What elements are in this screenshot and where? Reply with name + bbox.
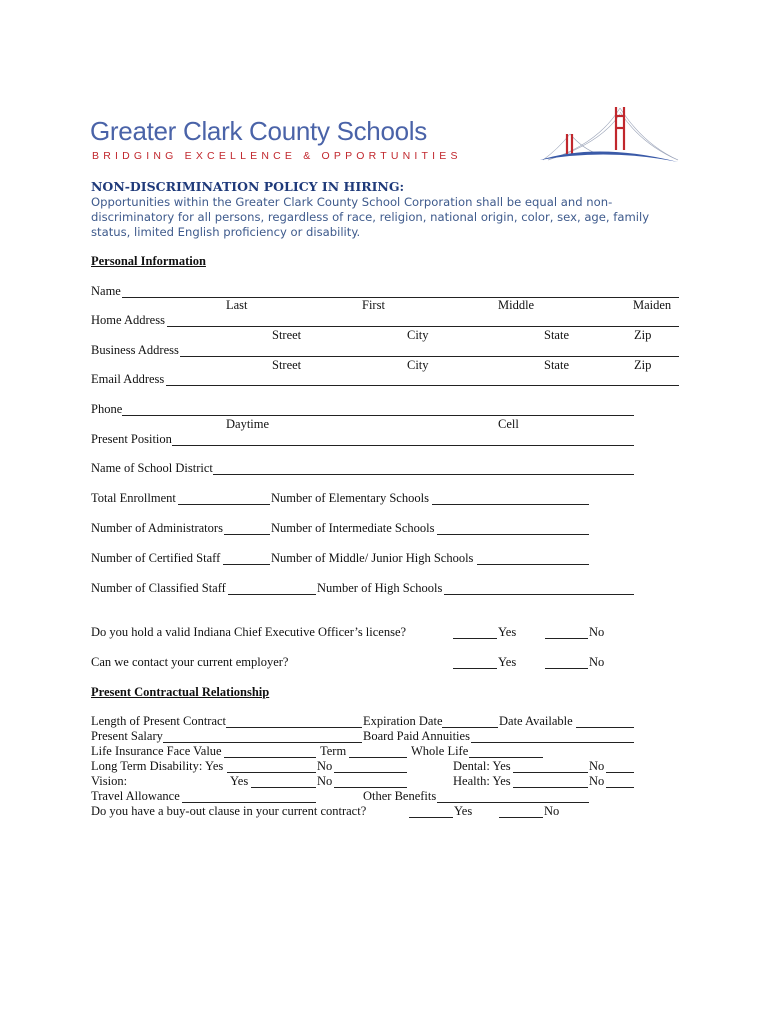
date-available-field[interactable] [576, 727, 634, 728]
classified-field[interactable] [228, 594, 316, 595]
ltd-no-label: No [317, 759, 333, 773]
life-insurance-field[interactable] [224, 757, 316, 758]
elementary-label: Number of Elementary Schools [271, 491, 429, 505]
contact-no-field[interactable] [545, 668, 588, 669]
dental-no-field[interactable] [606, 772, 634, 773]
life-insurance-label: Life Insurance Face Value [91, 744, 222, 758]
annuities-field[interactable] [471, 742, 634, 743]
sub-zip: Zip [634, 358, 652, 372]
district-field[interactable] [213, 474, 634, 475]
classified-label: Number of Classified Staff [91, 581, 226, 595]
date-available-label: Date Available [499, 714, 573, 728]
dental-yes-field[interactable] [513, 772, 588, 773]
sub-city: City [407, 358, 429, 372]
vision-no-field[interactable] [334, 787, 407, 788]
other-benefits-field[interactable] [437, 802, 589, 803]
license-question: Do you hold a valid Indiana Chief Executive Officer’s license? [91, 625, 407, 639]
district-label: Name of School District [91, 461, 213, 475]
sub-last: Last [226, 298, 248, 312]
business-address-field[interactable] [180, 356, 679, 357]
phone-field[interactable] [122, 415, 634, 416]
annuities-label: Board Paid Annuities [363, 729, 470, 743]
buyout-yes-label: Yes [454, 804, 473, 818]
intermediate-label: Number of Intermediate Schools [271, 521, 435, 535]
travel-label: Travel Allowance [91, 789, 180, 803]
ltd-no-field[interactable] [334, 772, 407, 773]
dental-label: Dental: Yes [453, 759, 511, 773]
middle-label: Number of Middle/ Junior High Schools [271, 551, 474, 565]
health-yes-field[interactable] [513, 787, 588, 788]
contract-length-label: Length of Present Contract [91, 714, 227, 728]
expiration-field[interactable] [442, 727, 498, 728]
dental-no-label: No [589, 759, 605, 773]
position-label: Present Position [91, 432, 172, 446]
vision-no-label: No [317, 774, 333, 788]
contact-question: Can we contact your current employer? [91, 655, 289, 669]
tagline: BRIDGING EXCELLENCE & OPPORTUNITIES [92, 150, 462, 162]
bridge-road [540, 151, 678, 162]
email-label: Email Address [91, 372, 165, 386]
phone-label: Phone [91, 402, 123, 416]
buyout-no-field[interactable] [499, 817, 543, 818]
sub-state: State [544, 328, 569, 342]
salary-field[interactable] [163, 742, 362, 743]
sub-maiden: Maiden [633, 298, 672, 312]
contact-no-label: No [589, 655, 605, 669]
position-field[interactable] [172, 445, 634, 446]
vision-yes-field[interactable] [251, 787, 316, 788]
middle-field[interactable] [477, 564, 589, 565]
certified-label: Number of Certified Staff [91, 551, 221, 565]
salary-label: Present Salary [91, 729, 163, 743]
license-no-field[interactable] [545, 638, 588, 639]
buyout-no-label: No [544, 804, 560, 818]
health-no-field[interactable] [606, 787, 634, 788]
sub-middle: Middle [498, 298, 535, 312]
sub-state: State [544, 358, 569, 372]
home-address-label: Home Address [91, 313, 165, 327]
sub-city: City [407, 328, 429, 342]
ltd-yes-field[interactable] [227, 772, 316, 773]
name-label: Name [91, 284, 121, 298]
sub-first: First [362, 298, 385, 312]
expiration-label: Expiration Date [363, 714, 443, 728]
whole-life-label: Whole Life [411, 744, 469, 758]
certified-field[interactable] [223, 564, 270, 565]
home-address-field[interactable] [167, 326, 679, 327]
contract-heading: Present Contractual Relationship [91, 685, 270, 699]
bridge-towers [567, 107, 625, 154]
contact-yes-field[interactable] [453, 668, 497, 669]
sub-daytime: Daytime [226, 417, 270, 431]
sub-street: Street [272, 358, 302, 372]
administrators-field[interactable] [224, 534, 270, 535]
health-no-label: No [589, 774, 605, 788]
buyout-question: Do you have a buy-out clause in your current contract? [91, 804, 367, 818]
whole-life-field[interactable] [469, 757, 543, 758]
travel-field[interactable] [182, 802, 316, 803]
policy-heading: NON-DISCRIMINATION POLICY IN HIRING: [91, 179, 405, 194]
high-field[interactable] [444, 594, 634, 595]
other-benefits-label: Other Benefits [363, 789, 437, 803]
ltd-label: Long Term Disability: Yes [91, 759, 224, 773]
buyout-yes-field[interactable] [409, 817, 453, 818]
email-field[interactable] [166, 385, 679, 386]
business-address-label: Business Address [91, 343, 179, 357]
total-enrollment-field[interactable] [178, 504, 270, 505]
term-label: Term [320, 744, 347, 758]
contact-yes-label: Yes [498, 655, 517, 669]
license-yes-label: Yes [498, 625, 517, 639]
policy-text: Opportunities within the Greater Clark County School Corporation shall be equal and non-discriminatory for all persons, regardless of race, religion, national origin, color, sex, age, family status, limited English proficiency or disability. [91, 195, 650, 239]
contract-length-field[interactable] [226, 727, 362, 728]
bridge-logo [538, 104, 680, 164]
administrators-label: Number of Administrators [91, 521, 223, 535]
sub-zip: Zip [634, 328, 652, 342]
vision-label: Vision: [91, 774, 128, 788]
license-no-label: No [589, 625, 605, 639]
elementary-field[interactable] [432, 504, 589, 505]
term-field[interactable] [349, 757, 407, 758]
personal-info-heading: Personal Information [91, 254, 206, 268]
sub-cell: Cell [498, 417, 519, 431]
high-label: Number of High Schools [317, 581, 443, 595]
health-label: Health: Yes [453, 774, 511, 788]
sub-street: Street [272, 328, 302, 342]
intermediate-field[interactable] [437, 534, 589, 535]
total-enrollment-label: Total Enrollment [91, 491, 176, 505]
name-field[interactable] [122, 297, 679, 298]
org-name: Greater Clark County Schools [90, 116, 427, 146]
license-yes-field[interactable] [453, 638, 497, 639]
vision-yes-label: Yes [230, 774, 249, 788]
